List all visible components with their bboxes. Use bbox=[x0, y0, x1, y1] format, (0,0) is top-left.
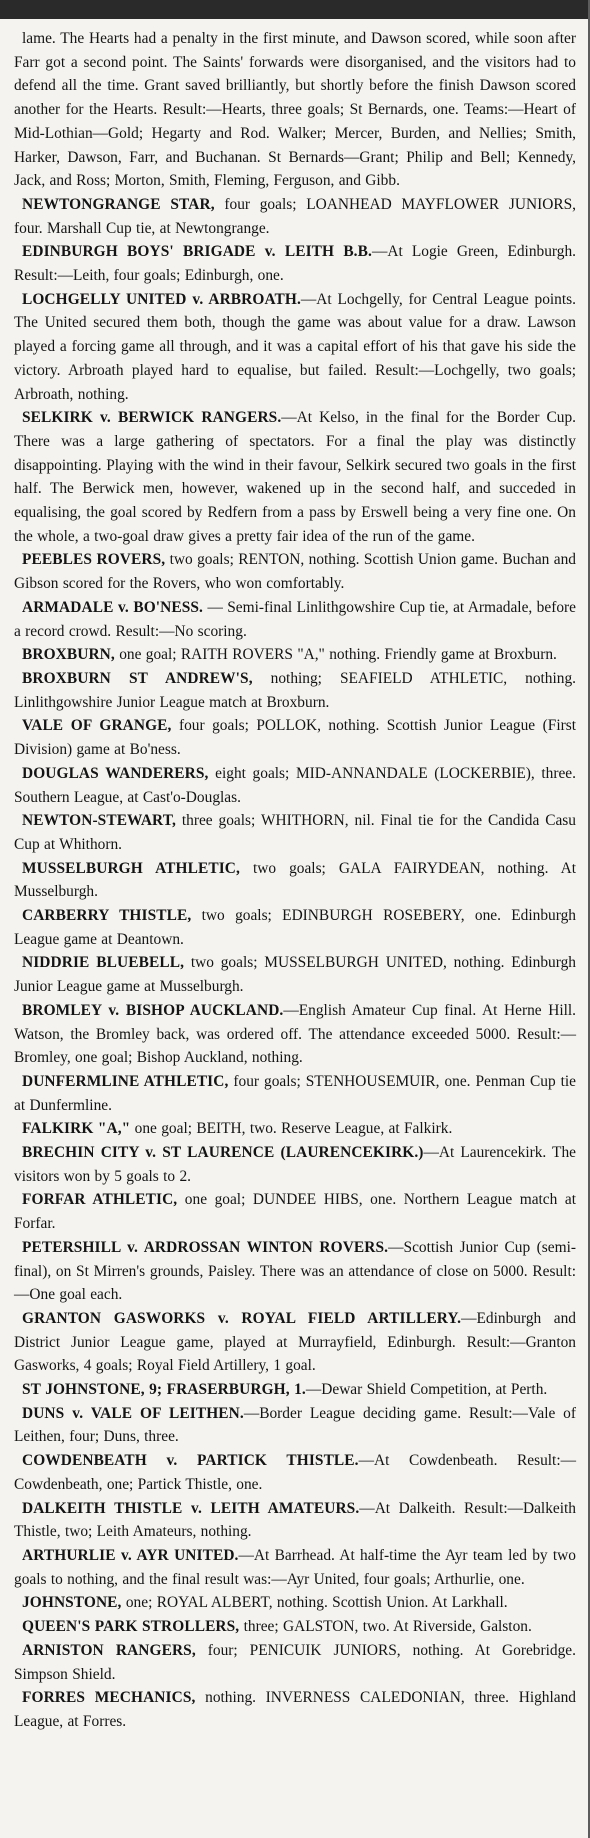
report-text: —At Laurencekirk. The visitors won by 5 goals to 2. bbox=[14, 1144, 576, 1185]
match-report bbox=[14, 596, 576, 643]
match-report bbox=[14, 1141, 576, 1188]
report-heading: DUNFERMLINE ATHLETIC, bbox=[22, 1072, 229, 1090]
match-report bbox=[14, 1449, 576, 1496]
report-text: three goals; WHITHORN, nil. Final tie for the Candida Casu Cup at Whithorn. bbox=[14, 812, 576, 853]
match-report bbox=[14, 762, 576, 809]
match-report bbox=[14, 1378, 576, 1402]
report-heading: PEEBLES ROVERS, bbox=[22, 551, 166, 569]
report-heading: ARMADALE v. BO'NESS. bbox=[22, 598, 204, 616]
report-text: one goal; BEITH, two. Reserve League, at Falkirk. bbox=[134, 1120, 453, 1138]
report-text: —At Barrhead. At half-time the Ayr team led by two goals to nothing, and the final result was:—Ayr United, four goals; Arthurlie, one. bbox=[14, 1547, 576, 1588]
match-report bbox=[14, 857, 576, 904]
report-heading: FORFAR ATHLETIC, bbox=[22, 1191, 178, 1209]
report-text: two goals; EDINBURGH ROSEBERY, one. Edinburgh League game at Deantown. bbox=[14, 907, 576, 948]
report-heading: PETERSHILL v. ARDROSSAN WINTON ROVERS. bbox=[22, 1238, 389, 1256]
match-report bbox=[14, 951, 576, 998]
report-heading: EDINBURGH BOYS' BRIGADE v. LEITH B.B. bbox=[22, 243, 372, 261]
report-heading: BRECHIN CITY v. ST LAURENCE (LAURENCEKIRK.) bbox=[22, 1144, 424, 1162]
match-report bbox=[14, 809, 576, 856]
report-text: —Edinburgh and District Junior League game, played at Murrayfield, Edinburgh. Result:—Granton Gasworks, 4 goals; Royal Field Artillery, 1 goal. bbox=[14, 1309, 576, 1375]
report-text: —At Lochgelly, for Central League points. The United secured them both, though the game was about value for a draw. Lawson played a forcing game all through, and it was a capital effort of his that gave his side the victory. Arbroath played hard to equalise, but failed. Result:—Lochgelly, two goals; Arbroath, nothing. bbox=[14, 290, 576, 403]
report-text: four goals; STENHOUSEMUIR, one. Penman Cup tie at Dunfermline. bbox=[14, 1072, 576, 1114]
report-heading: FALKIRK "A," bbox=[22, 1120, 131, 1138]
report-heading: DALKEITH THISTLE v. LEITH AMATEURS. bbox=[22, 1499, 360, 1517]
match-report bbox=[14, 667, 576, 714]
report-text: two goals; GALA FAIRYDEAN, nothing. At Musselburgh. bbox=[14, 859, 576, 901]
report-heading: LOCHGELLY UNITED v. ARBROATH. bbox=[22, 290, 301, 308]
report-heading: BROXBURN, bbox=[22, 646, 115, 664]
match-report bbox=[14, 1591, 576, 1615]
report-heading: MUSSELBURGH ATHLETIC, bbox=[22, 859, 240, 877]
match-report bbox=[14, 1188, 576, 1235]
match-report bbox=[14, 27, 576, 193]
match-report bbox=[14, 288, 576, 407]
report-heading: GRANTON GASWORKS v. ROYAL FIELD ARTILLERY. bbox=[22, 1309, 462, 1327]
report-text: two goals; MUSSELBURGH UNITED, nothing. Edinburgh Junior League game at Musselburgh. bbox=[14, 954, 576, 996]
report-text: lame. The Hearts had a penalty in the first minute, and Dawson scored, while soon after Farr got a second point. The Saints' forwards were disorganised, and the visitors had to defend all the time. Grant saved brilliantly, but shortly before the finish Dawson scored another for the Hearts. Result:—Hearts, three goals; St Bernards, one. Teams:—Heart of Mid-Lothian—Gold; Hegarty and Rod. Walker; Mercer, Burden, and Nellies; Smith, Harker, Dawson, Farr, and Buchanan. St Bernards—Grant; Philip and Bell; Kennedy, Jack, and Ross; Morton, Smith, Fleming, Ferguson, and Gibb. bbox=[14, 30, 576, 190]
report-text: one; ROYAL ALBERT, nothing. Scottish Union. At Larkhall. bbox=[125, 1594, 508, 1612]
report-heading: ARNISTON RANGERS, bbox=[22, 1641, 196, 1659]
report-text: three; GALSTON, two. At Riverside, Galston. bbox=[243, 1618, 532, 1636]
match-report bbox=[14, 904, 576, 951]
match-report bbox=[14, 193, 576, 240]
report-heading: DUNS v. VALE OF LEITHEN. bbox=[22, 1404, 244, 1422]
report-text: one goal; DUNDEE HIBS, one. Northern League match at Forfar. bbox=[14, 1191, 576, 1233]
report-text: —At Dalkeith. Result:—Dalkeith Thistle, two; Leith Amateurs, nothing. bbox=[14, 1499, 576, 1541]
match-report bbox=[14, 1639, 576, 1686]
match-report bbox=[14, 1236, 576, 1307]
report-heading: NEWTON-STEWART, bbox=[22, 812, 176, 830]
report-text: two goals; RENTON, nothing. Scottish Union game. Buchan and Gibson scored for the Rovers, who won comfortably. bbox=[14, 551, 576, 593]
report-text: nothing. INVERNESS CALEDONIAN, three. Highland League, at Forres. bbox=[14, 1689, 576, 1730]
report-heading: NIDDRIE BLUEBELL, bbox=[22, 954, 185, 972]
report-heading: FORRES MECHANICS, bbox=[22, 1689, 196, 1707]
match-report bbox=[14, 999, 576, 1070]
report-text: four; PENICUIK JUNIORS, nothing. At Gorebridge. Simpson Shield. bbox=[14, 1641, 576, 1683]
match-report bbox=[14, 406, 576, 548]
report-text: nothing; SEAFIELD ATHLETIC, nothing. Linlithgowshire Junior League match at Broxburn. bbox=[14, 669, 576, 711]
report-text: —At Kelso, in the final for the Border Cup. There was a large gathering of spectators. For a final the play was distinctly disappointing. Playing with the wind in their favour, Selkirk secured two goals in the first half. The Berwick men, however, wakened up in the second half, and succeded in equalising, the goal scored by Redfern from a pass by Erswell being a very fine one. On the whole, a two-goal draw gives a pretty fair idea of the run of the game. bbox=[14, 409, 576, 545]
report-heading: JOHNSTONE, bbox=[22, 1594, 122, 1612]
report-heading: NEWTONGRANGE STAR, bbox=[22, 195, 215, 213]
match-report bbox=[14, 1117, 576, 1141]
report-text: four goals; LOANHEAD MAYFLOWER JUNIORS, four. Marshall Cup tie, at Newtongrange. bbox=[14, 195, 577, 237]
match-report bbox=[14, 714, 576, 761]
match-report bbox=[14, 1686, 576, 1733]
report-text: —Dewar Shield Competition, at Perth. bbox=[305, 1381, 548, 1399]
report-text: —English Amateur Cup final. At Herne Hill. Watson, the Bromley back, was ordered off. The attendance exceeded 5000. Result:—Bromley, one goal; Bishop Auckland, nothing. bbox=[14, 1001, 577, 1067]
report-heading: BROXBURN ST ANDREW'S, bbox=[22, 669, 253, 687]
match-report bbox=[14, 240, 576, 287]
report-text: eight goals; MID-ANNANDALE (LOCKERBIE), three. Southern League, at Cast'o-Douglas. bbox=[14, 764, 576, 806]
report-heading: DOUGLAS WANDERERS, bbox=[22, 764, 209, 782]
report-text: —Scottish Junior Cup (semi-final), on St Mirren's grounds, Paisley. There was an attendance of close on 5000. Result:—One goal each. bbox=[14, 1238, 576, 1304]
report-heading: VALE OF GRANGE, bbox=[22, 717, 172, 735]
report-text: — Semi-final Linlithgowshire Cup tie, at Armadale, before a record crowd. Result:—No scoring. bbox=[14, 598, 576, 640]
report-heading: BROMLEY v. BISHOP AUCKLAND. bbox=[22, 1001, 284, 1019]
report-text: four goals; POLLOK, nothing. Scottish Junior League (First Division) game at Bo'ness. bbox=[14, 717, 576, 759]
match-report bbox=[14, 1544, 576, 1591]
match-report bbox=[14, 643, 576, 667]
match-report bbox=[14, 1070, 576, 1117]
report-text: —Border League deciding game. Result:—Vale of Leithen, four; Duns, three. bbox=[14, 1404, 577, 1446]
report-text: —At Cowdenbeath. Result:—Cowdenbeath, one; Partick Thistle, one. bbox=[14, 1452, 576, 1493]
match-report bbox=[14, 1497, 576, 1544]
match-report bbox=[14, 1307, 576, 1378]
match-report bbox=[14, 1402, 576, 1449]
report-heading: ST JOHNSTONE, 9; FRASERBURGH, 1. bbox=[22, 1381, 306, 1399]
report-heading: SELKIRK v. BERWICK RANGERS. bbox=[22, 409, 282, 427]
report-heading: COWDENBEATH v. PARTICK THISTLE. bbox=[22, 1452, 359, 1470]
report-heading: CARBERRY THISTLE, bbox=[22, 907, 192, 925]
report-heading: QUEEN'S PARK STROLLERS, bbox=[22, 1618, 240, 1636]
match-report bbox=[14, 548, 576, 595]
report-heading: ARTHURLIE v. AYR UNITED. bbox=[22, 1547, 239, 1564]
report-text: —At Logie Green, Edinburgh. Result:—Leith, four goals; Edinburgh, one. bbox=[14, 243, 576, 285]
report-text: one goal; RAITH ROVERS "A," nothing. Friendly game at Broxburn. bbox=[119, 646, 557, 664]
match-report bbox=[14, 1615, 576, 1639]
